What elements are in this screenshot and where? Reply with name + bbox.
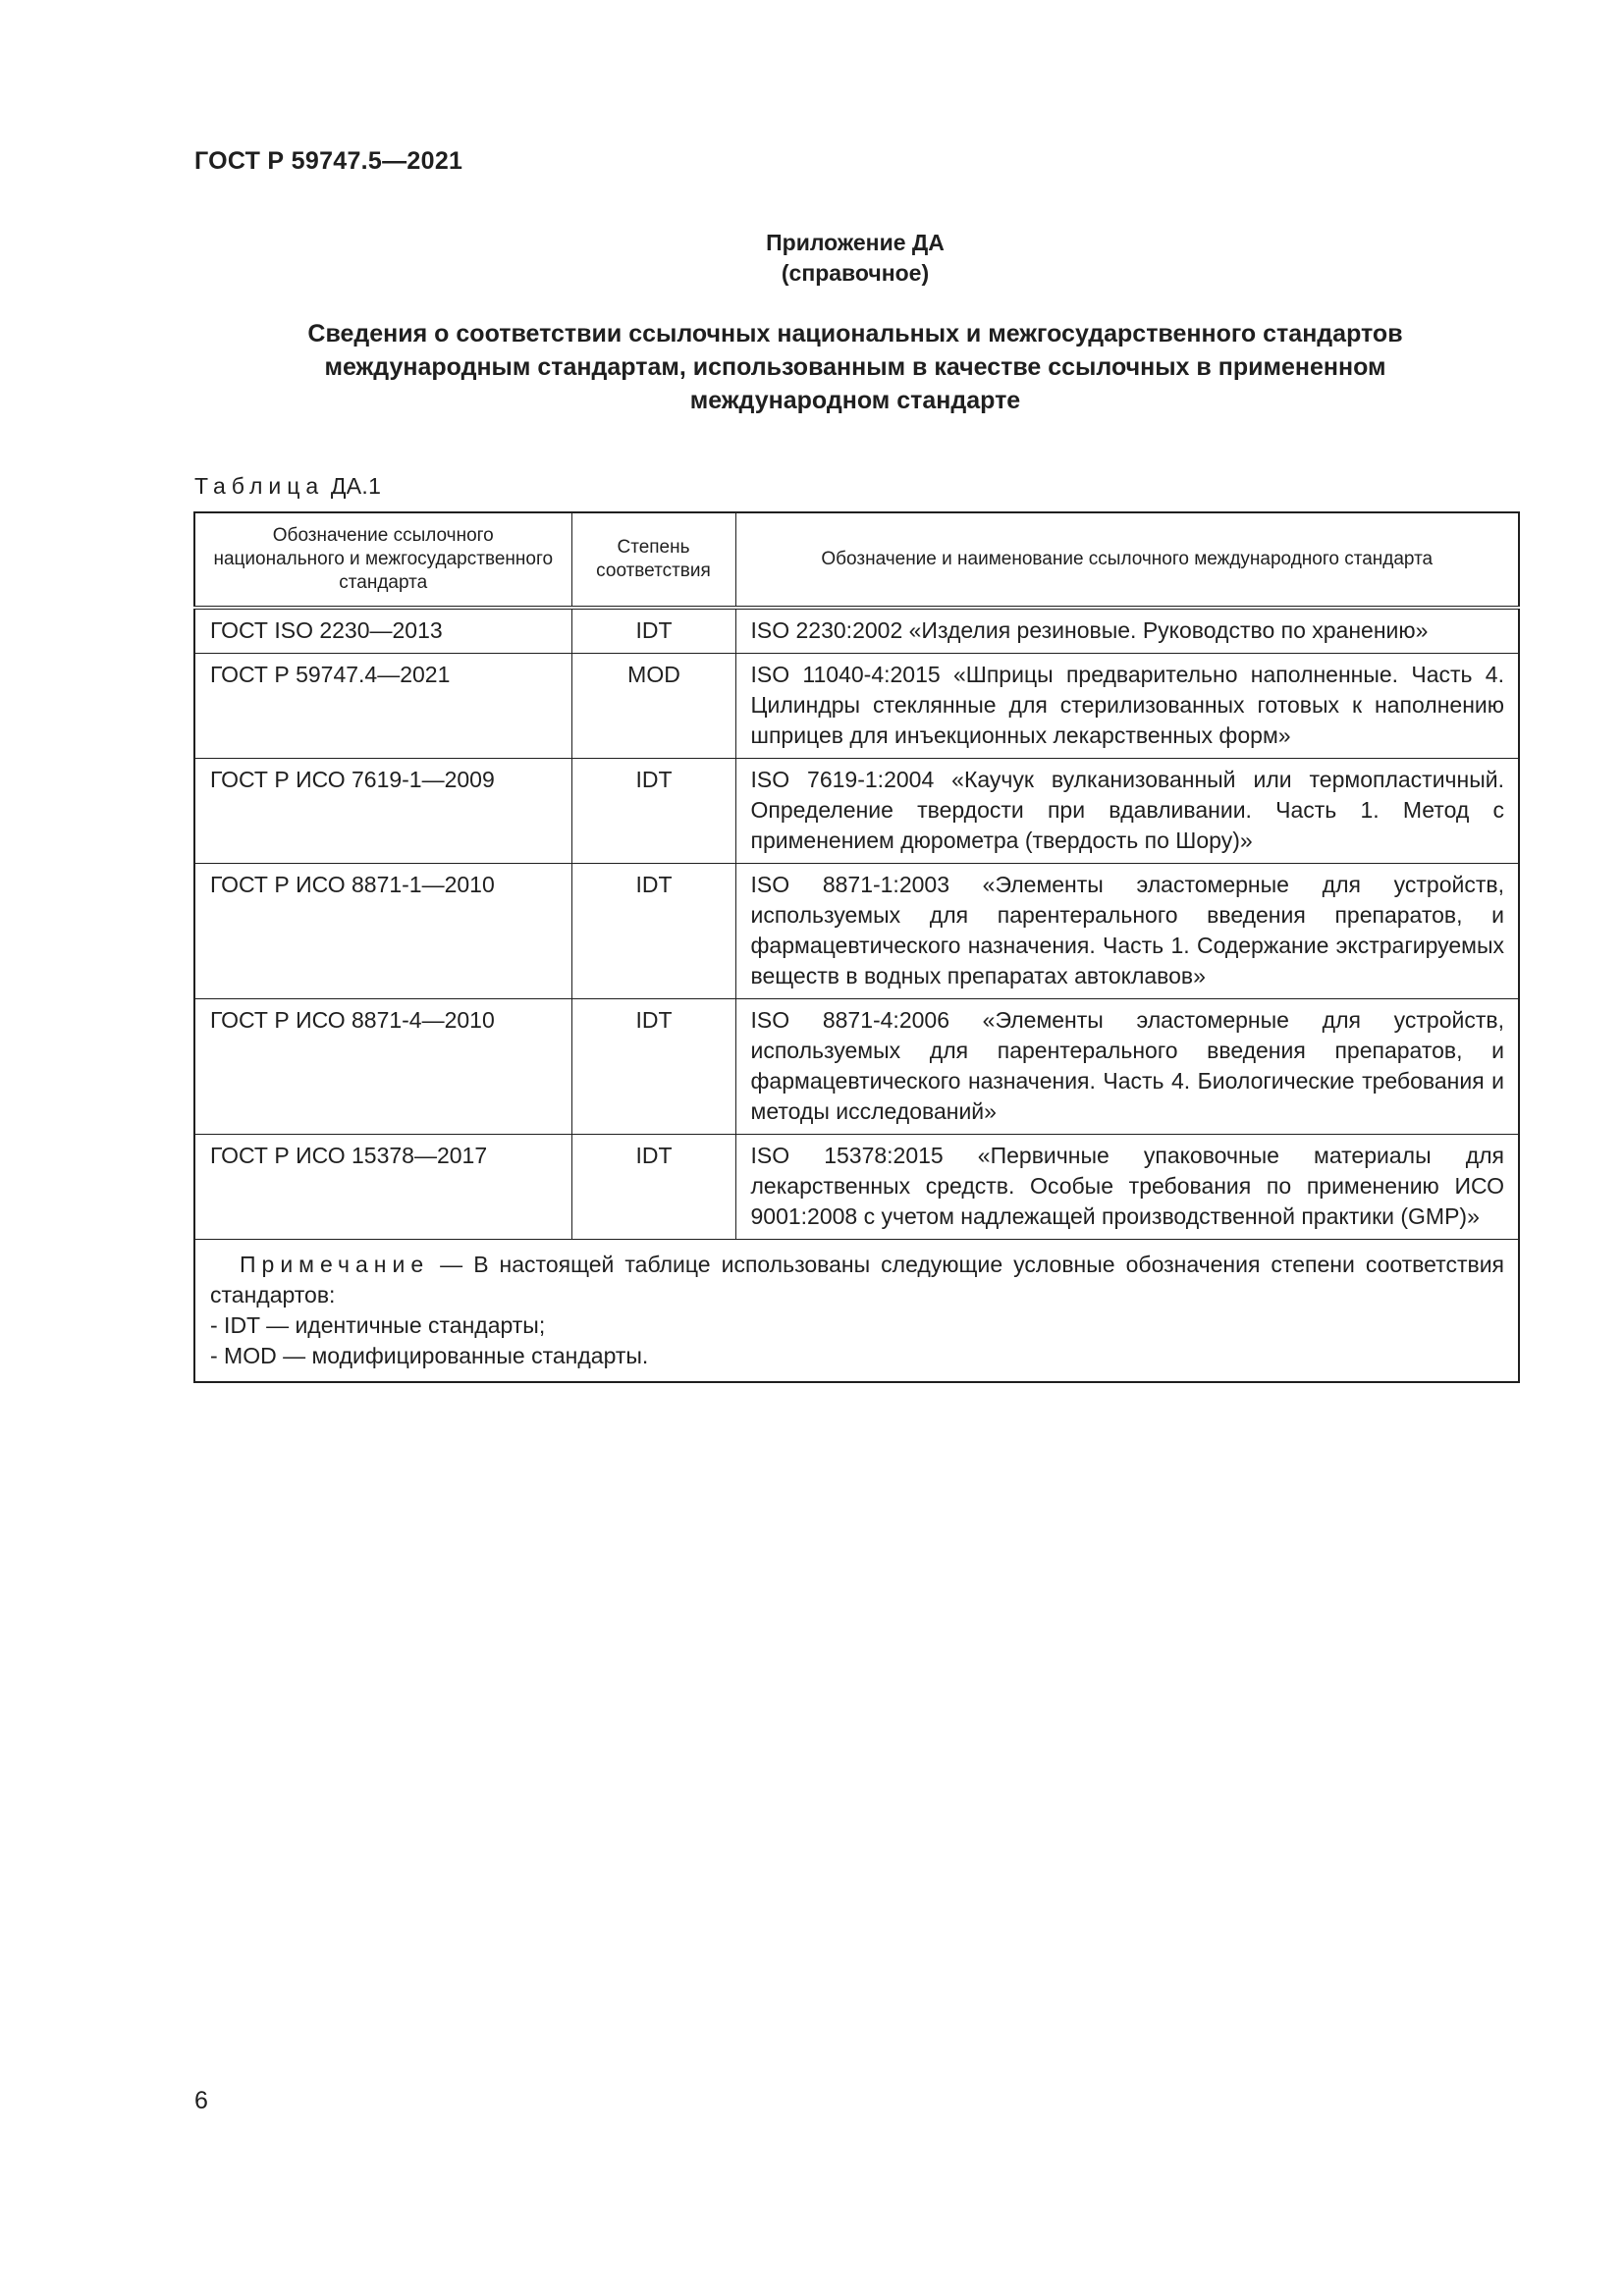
table-caption-number: ДА.1 xyxy=(330,473,382,499)
row-international-standard: ISO 2230:2002 «Изделия резиновые. Руководство по хранению» xyxy=(735,608,1519,654)
table-row xyxy=(194,1135,1519,1240)
document-code: ГОСТ Р 59747.5—2021 xyxy=(194,147,463,175)
table-note xyxy=(194,1240,1519,1383)
table-row xyxy=(194,654,1519,759)
row-degree: IDT xyxy=(571,999,735,1135)
row-degree: IDT xyxy=(571,608,735,654)
row-degree: MOD xyxy=(571,654,735,759)
note-label: Примечание xyxy=(240,1252,430,1277)
table-note-row xyxy=(194,1240,1519,1383)
row-international-standard: ISO 8871-1:2003 «Элементы эластомерные для устройств, используемых для парентерального введения препаратов, и фармацевтического назначения. Часть 1. Содержание экстрагируемых веществ в водных препаратах автоклавов» xyxy=(735,864,1519,999)
row-national-code: ГОСТ Р 59747.4—2021 xyxy=(194,654,571,759)
note-item-idt: - IDT — идентичные стандарты; xyxy=(210,1312,546,1338)
table-caption-word: Таблица xyxy=(194,473,325,499)
row-national-code: ГОСТ Р ИСО 7619-1—2009 xyxy=(194,759,571,864)
note-paragraph xyxy=(210,1250,1504,1310)
row-international-standard: ISO 15378:2015 «Первичные упаковочные материалы для лекарственных средств. Особые требования по применению ИСО 9001:2008 с учетом надлежащей производственной практики (GMP)» xyxy=(735,1135,1519,1240)
note-item-mod: - MOD — модифицированные стандарты. xyxy=(210,1343,649,1368)
table-row xyxy=(194,759,1519,864)
row-national-code: ГОСТ Р ИСО 8871-1—2010 xyxy=(194,864,571,999)
annex-heading xyxy=(194,228,1516,289)
annex-title: Приложение ДА xyxy=(766,230,945,255)
page-number: 6 xyxy=(194,2087,208,2114)
note-text: — В настоящей таблице использованы следующие условные обозначения степени соответствия стандартов: xyxy=(210,1252,1505,1308)
row-international-standard: ISO 7619-1:2004 «Каучук вулканизованный или термопластичный. Определение твердости при вдавливании. Часть 1. Метод с применением дюрометра (твердость по Шору)» xyxy=(735,759,1519,864)
table-row xyxy=(194,999,1519,1135)
table-header-row xyxy=(194,512,1519,608)
header-international-standard: Обозначение и наименование ссылочного международного стандарта xyxy=(735,512,1519,608)
row-national-code: ГОСТ Р ИСО 8871-4—2010 xyxy=(194,999,571,1135)
section-title-line-3: международном стандарте xyxy=(689,387,1021,414)
row-international-standard: ISO 11040-4:2015 «Шприцы предварительно наполненные. Часть 4. Цилиндры стеклянные для стерилизованных готовых к наполнению шприцев для инъекционных лекарственных форм» xyxy=(735,654,1519,759)
row-degree: IDT xyxy=(571,1135,735,1240)
row-degree: IDT xyxy=(571,864,735,999)
row-national-code: ГОСТ Р ИСО 15378—2017 xyxy=(194,1135,571,1240)
header-degree: Степень соответствия xyxy=(571,512,735,608)
annex-subtitle: (справочное) xyxy=(781,260,930,286)
section-title-line-2: международным стандартам, использованным в качестве ссылочных в примененном xyxy=(324,353,1386,381)
section-title-line-1: Сведения о соответствии ссылочных национальных и межгосударственного стандартов xyxy=(307,320,1403,347)
header-national-standard: Обозначение ссылочного национального и межгосударственного стандарта xyxy=(194,512,571,608)
row-international-standard: ISO 8871-4:2006 «Элементы эластомерные для устройств, используемых для парентерального введения препаратов, и фармацевтического назначения. Часть 4. Биологические требования и методы исследований» xyxy=(735,999,1519,1135)
row-degree: IDT xyxy=(571,759,735,864)
table-row xyxy=(194,608,1519,654)
standards-table xyxy=(193,511,1520,1383)
table-row xyxy=(194,864,1519,999)
table-caption xyxy=(194,473,381,500)
row-national-code: ГОСТ ISO 2230—2013 xyxy=(194,608,571,654)
section-title xyxy=(194,317,1516,417)
